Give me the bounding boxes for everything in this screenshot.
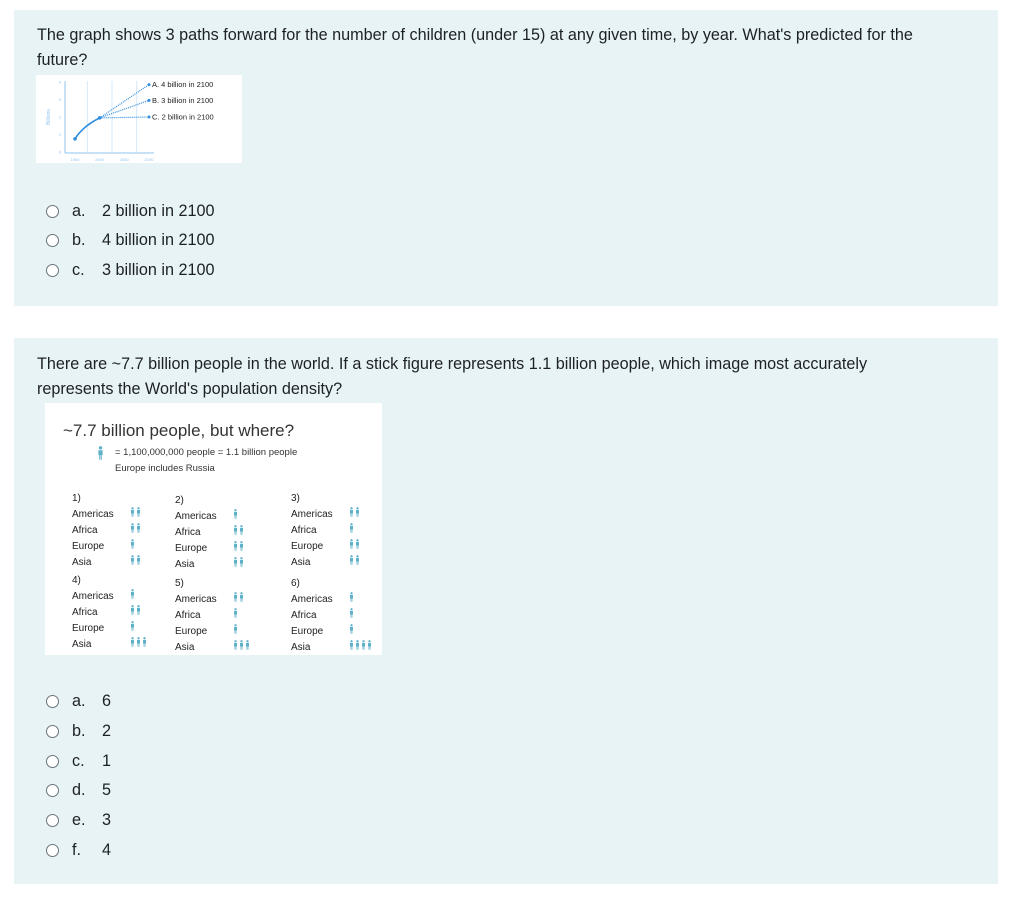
answer-option[interactable] [46, 229, 215, 251]
region-row [72, 589, 148, 605]
y-tick-label: 0 [58, 149, 61, 155]
region-row [291, 507, 361, 523]
stick-figure-icons [233, 624, 239, 640]
region-row [175, 624, 251, 640]
option-group [291, 491, 361, 571]
region-name: Asia [291, 641, 311, 653]
region-row [291, 608, 373, 624]
option-label: 4 billion in 2100 [102, 230, 215, 249]
option-letter: d. [72, 780, 86, 799]
radio-button[interactable] [46, 695, 59, 708]
region-row [291, 555, 361, 571]
region-name: Americas [175, 593, 217, 605]
y-axis-label: Billions [46, 109, 52, 125]
stick-figure-icons [233, 509, 239, 525]
stick-figure-icons [130, 637, 148, 653]
region-name: Europe [291, 540, 324, 552]
option-group [72, 573, 148, 653]
radio-button[interactable] [46, 205, 59, 218]
stick-figure-icons [349, 608, 355, 624]
stick-figure-icons [233, 525, 245, 541]
radio-button[interactable] [46, 784, 59, 797]
stick-figure-icons [349, 624, 355, 640]
region-name: Africa [175, 526, 201, 538]
data-point [148, 83, 151, 86]
stick-figure-icons [130, 589, 136, 605]
region-row [175, 525, 245, 541]
option-letter: a. [72, 691, 86, 710]
radio-button[interactable] [46, 755, 59, 768]
series-label: A. 4 billion in 2100 [152, 80, 214, 90]
region-name: Europe [291, 625, 324, 637]
projection-line [100, 117, 149, 118]
y-tick-label: 4 [58, 79, 61, 85]
note-text: Europe includes Russia [115, 463, 215, 474]
region-row [72, 637, 148, 653]
stick-figure-icons [349, 539, 361, 555]
stick-figure-icon [97, 446, 105, 465]
region-row [175, 640, 251, 656]
option-group [72, 491, 142, 571]
region-name: Europe [175, 625, 208, 637]
stick-figure-icons [233, 640, 251, 656]
region-row [72, 555, 142, 571]
region-name: Asia [72, 638, 92, 650]
region-name: Americas [72, 590, 114, 602]
region-name: Africa [72, 606, 98, 618]
region-name: Asia [175, 641, 195, 653]
projection-line [100, 100, 149, 118]
question-text: There are ~7.7 billion people in the world. If a stick figure represents 1.1 billion people, which image most accurately represents the World's population density? [37, 355, 868, 398]
question-2 [14, 338, 998, 884]
answer-option[interactable] [46, 750, 111, 772]
y-tick-label: 3 [58, 97, 61, 102]
stick-figure-icons [349, 640, 373, 656]
stick-figure-icons [233, 541, 245, 557]
option-letter: b. [72, 230, 86, 249]
region-name: Americas [291, 508, 333, 520]
option-group [175, 576, 251, 656]
stick-figure-icons [130, 621, 136, 637]
answer-option[interactable] [46, 259, 215, 281]
children-projection-chart [36, 75, 242, 163]
answer-option[interactable] [46, 720, 111, 742]
answer-option[interactable] [46, 200, 215, 222]
option-letter: f. [72, 840, 81, 859]
option-letter: b. [72, 721, 86, 740]
option-label: 2 billion in 2100 [102, 201, 215, 220]
series-label: B. 3 billion in 2100 [152, 95, 214, 105]
region-name: Americas [72, 508, 114, 520]
option-label: 4 [102, 840, 112, 859]
region-name: Africa [291, 609, 317, 621]
stick-figure-icons [349, 507, 361, 523]
group-label: 4) [72, 575, 81, 586]
region-row [291, 640, 373, 656]
option-label: 6 [102, 691, 112, 710]
region-name: Americas [291, 593, 333, 605]
stick-figure-icons [233, 592, 245, 608]
stick-figure-icons [349, 555, 361, 571]
group-label: 1) [72, 493, 81, 504]
region-name: Americas [175, 510, 217, 522]
region-row [175, 509, 245, 525]
answer-option[interactable] [46, 839, 111, 861]
answer-option[interactable] [46, 690, 111, 712]
stick-figure-icons [233, 557, 245, 573]
stick-figure-icons [349, 523, 355, 539]
region-row [175, 557, 245, 573]
radio-button[interactable] [46, 725, 59, 738]
stick-figure-icons [349, 592, 355, 608]
region-row [291, 539, 361, 555]
answer-option[interactable] [46, 779, 111, 801]
region-row [291, 624, 373, 640]
region-row [175, 608, 251, 624]
data-point [148, 99, 151, 102]
region-name: Europe [72, 540, 105, 552]
stick-figure-icons [130, 523, 142, 539]
option-label: 3 billion in 2100 [102, 260, 215, 279]
region-name: Asia [72, 556, 92, 568]
group-label: 3) [291, 493, 300, 504]
series-label: C. 2 billion in 2100 [152, 112, 214, 122]
region-row [72, 507, 142, 523]
stick-figure-icons [130, 555, 142, 571]
question-1 [14, 10, 998, 306]
option-label: 5 [102, 780, 112, 799]
option-group [175, 493, 245, 573]
region-name: Europe [175, 542, 208, 554]
data-point [73, 137, 77, 141]
stick-figure-icons [233, 608, 239, 624]
region-row [72, 621, 148, 637]
x-tick-label: 2000 [95, 157, 105, 162]
region-row [72, 523, 142, 539]
option-group [291, 576, 373, 656]
group-label: 6) [291, 578, 300, 589]
legend-text: = 1,100,000,000 people = 1.1 billion people [115, 447, 298, 458]
option-letter: a. [72, 201, 86, 220]
population-image [45, 403, 382, 655]
radio-button[interactable] [46, 264, 59, 277]
x-tick-label: 2050 [119, 157, 129, 162]
radio-button[interactable] [46, 814, 59, 827]
question-text: The graph shows 3 paths forward for the number of children (under 15) at any given time, by year. What's predicted for the future? [37, 26, 913, 69]
option-letter: c. [72, 751, 85, 770]
region-name: Africa [72, 524, 98, 536]
option-letter: e. [72, 810, 86, 829]
option-label: 2 [102, 721, 112, 740]
option-letter: c. [72, 260, 85, 279]
stick-figure-icons [130, 539, 136, 555]
group-label: 5) [175, 578, 184, 589]
x-tick-label: 2100 [144, 157, 154, 162]
region-name: Asia [291, 556, 311, 568]
answer-option[interactable] [46, 809, 111, 831]
region-row [175, 592, 251, 608]
region-row [72, 539, 142, 555]
region-row [175, 541, 245, 557]
option-label: 3 [102, 810, 112, 829]
x-tick-label: 1950 [70, 157, 80, 162]
region-name: Asia [175, 558, 195, 570]
data-point [148, 116, 151, 119]
region-name: Europe [72, 622, 105, 634]
option-label: 1 [102, 751, 112, 770]
image-title: ~7.7 billion people, but where? [63, 421, 295, 440]
stick-figure-icons [130, 605, 142, 621]
region-row [291, 523, 361, 539]
y-tick-label: 2 [58, 114, 61, 120]
region-name: Africa [175, 609, 201, 621]
region-row [291, 592, 373, 608]
y-tick-label: 1 [58, 132, 61, 137]
group-label: 2) [175, 495, 184, 506]
radio-button[interactable] [46, 844, 59, 857]
stick-figure-icons [130, 507, 142, 523]
radio-button[interactable] [46, 234, 59, 247]
region-row [72, 605, 148, 621]
chart-svg [36, 75, 242, 163]
projection-line [100, 85, 149, 118]
region-name: Africa [291, 524, 317, 536]
